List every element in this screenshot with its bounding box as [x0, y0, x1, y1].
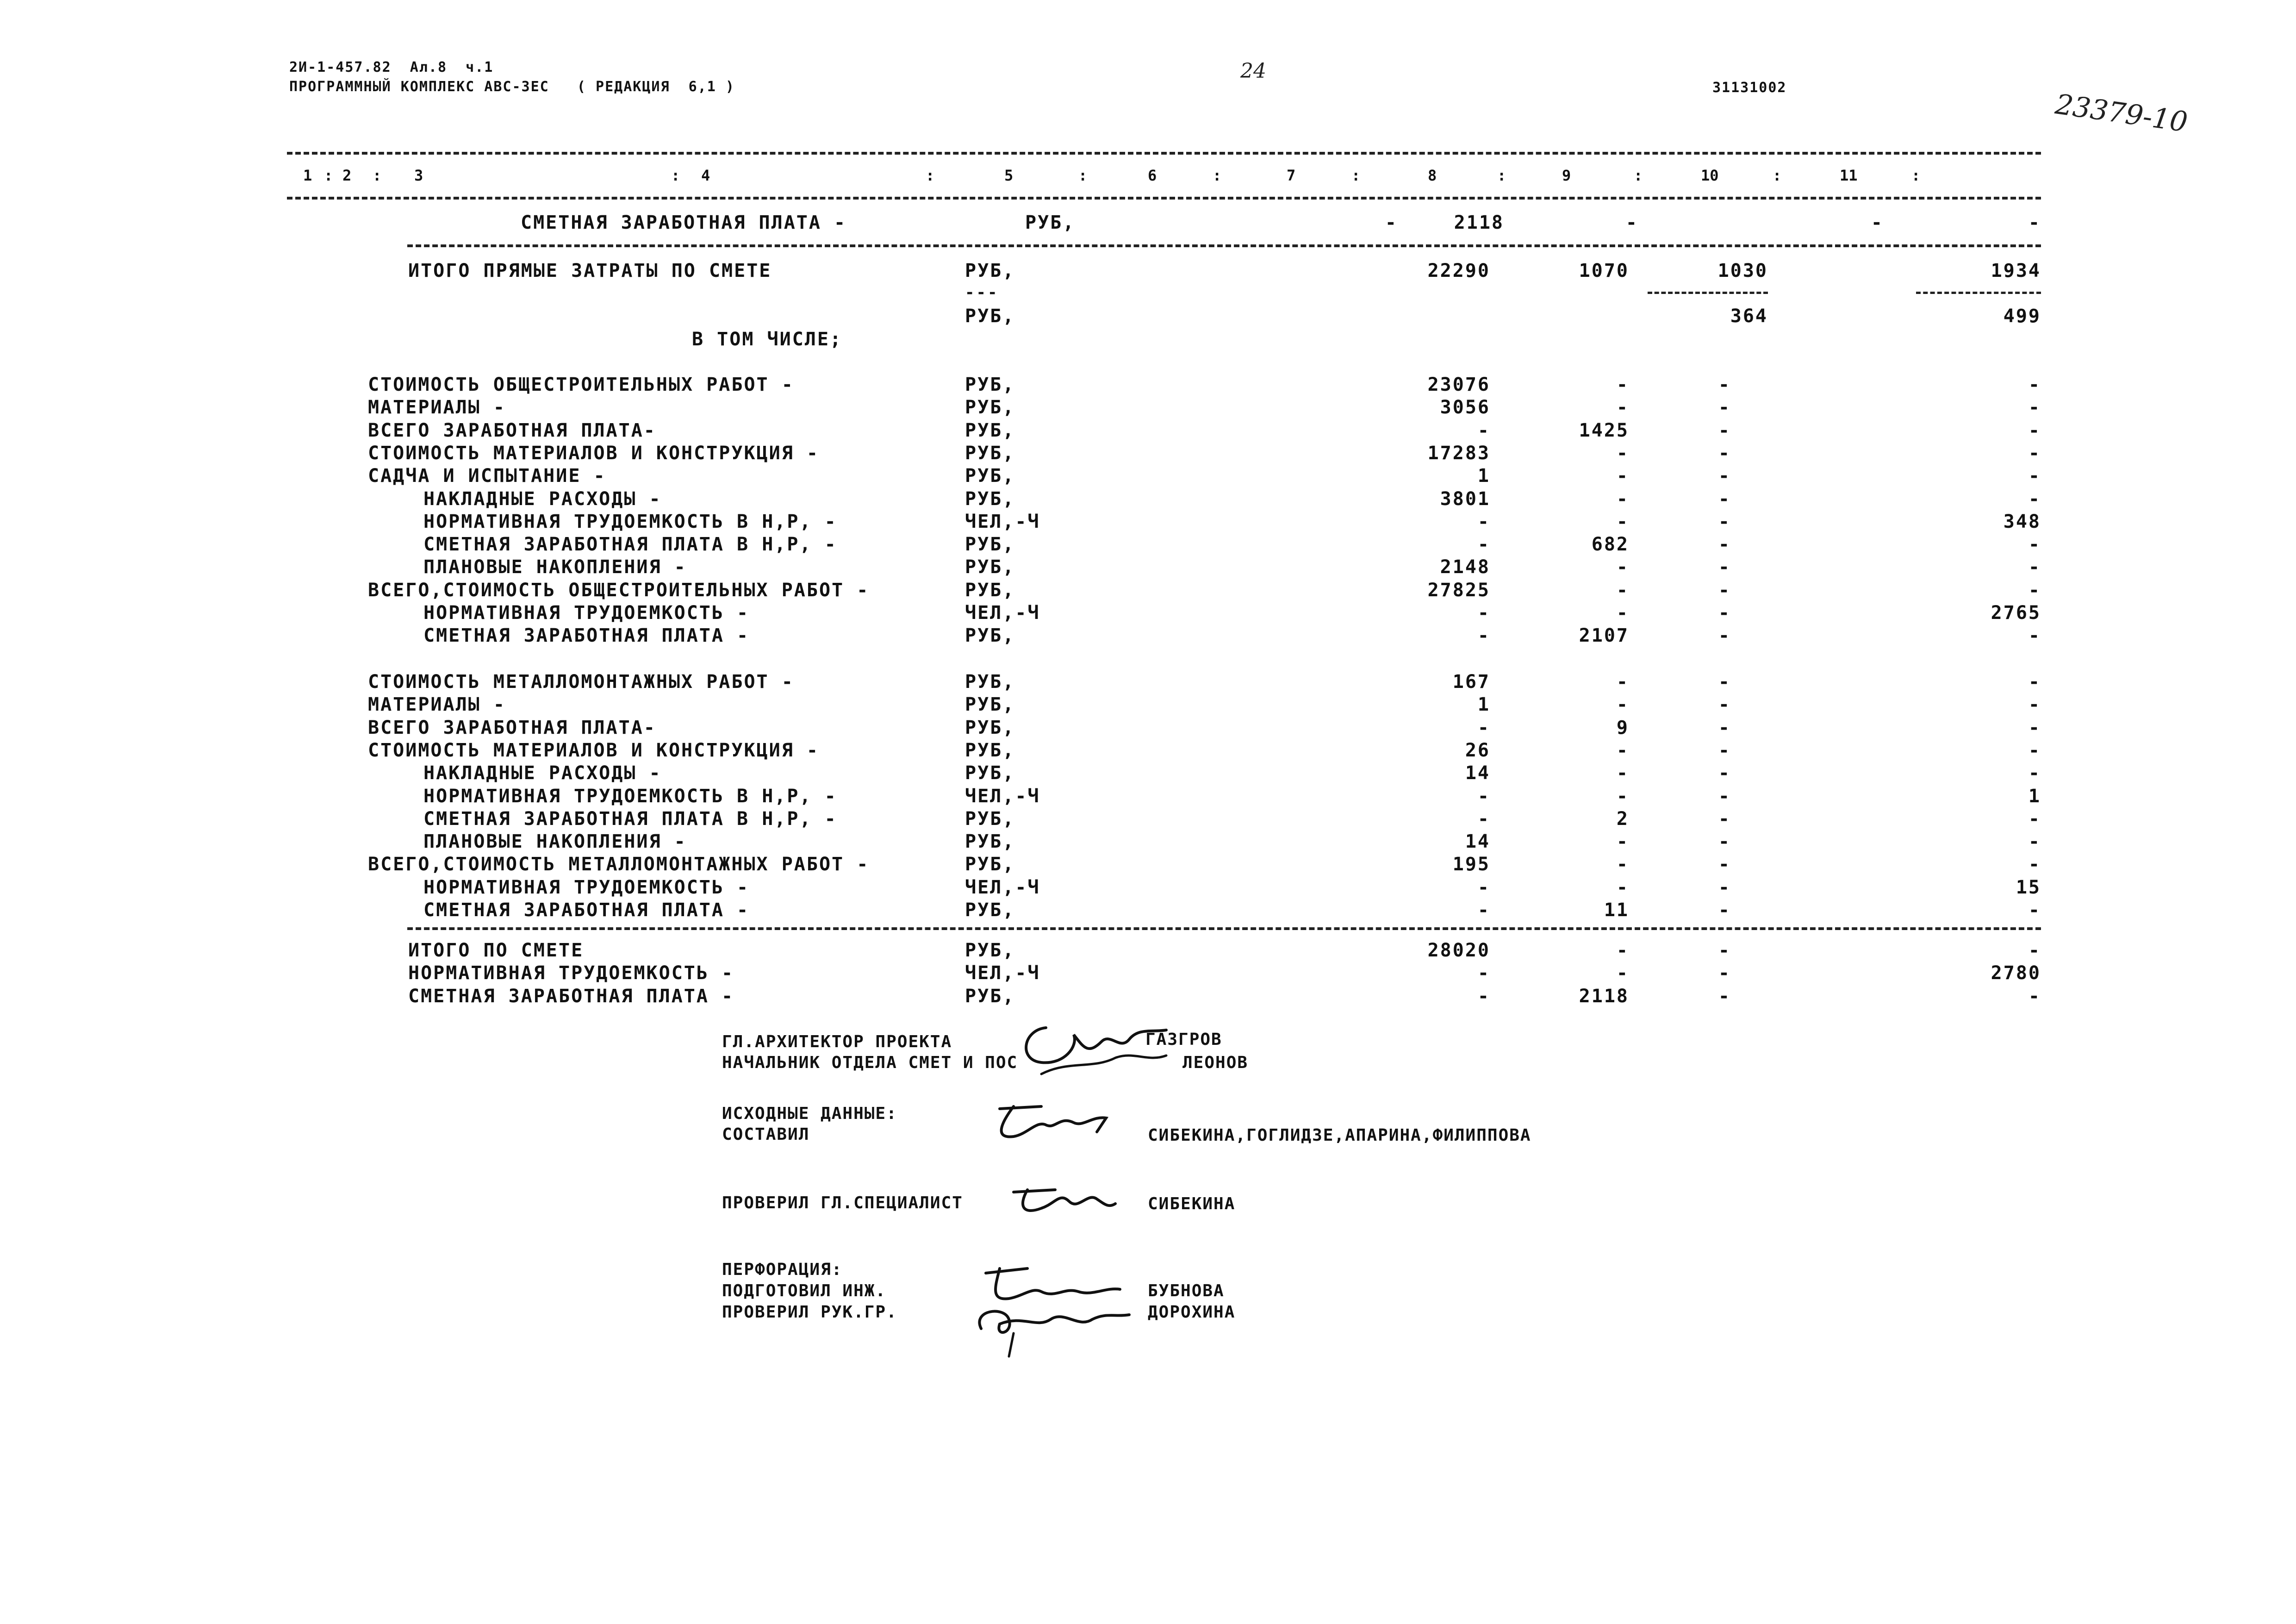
column-separator: : [324, 167, 333, 184]
column-number-4: 4 [701, 167, 710, 184]
table-row [0, 962, 2296, 985]
row-label: НОРМАТИВНАЯ ТРУДОЕМКОСТЬ - [408, 962, 734, 984]
col-7-value: 14 [1465, 762, 1490, 784]
col-11-value: - [2028, 854, 2041, 875]
col-11-value: 15 [2016, 876, 2041, 898]
col-9-value: - [1718, 985, 1731, 1007]
col-8-value: 2107 [1579, 625, 1629, 647]
column-separator: : [1911, 167, 1921, 184]
col-11-value: - [2028, 940, 2041, 961]
col-8-value: - [1616, 940, 1629, 961]
col-9-value: - [1718, 671, 1731, 693]
col-11-value: - [2028, 739, 2041, 761]
col-7-value: 26 [1465, 739, 1490, 761]
col-11-value: - [2028, 899, 2041, 921]
row-unit: ЧЕЛ,-Ч [965, 602, 1040, 624]
col-7-value: - [1477, 534, 1490, 556]
table-row [0, 940, 2296, 962]
compiled-label: СОСТАВИЛ [722, 1125, 810, 1144]
col-7-value: 3056 [1440, 397, 1490, 418]
column-number-3: 3 [414, 167, 423, 184]
row-unit: РУБ, [1025, 212, 1076, 233]
row-unit: РУБ, [965, 985, 1015, 1007]
unit-dashes: --- [965, 283, 999, 302]
table-row [0, 488, 2296, 511]
col-8-value: 1070 [1579, 260, 1629, 281]
row-label: ВСЕГО,СТОИМОСТЬ МЕТАЛЛОМОНТАЖНЫХ РАБОТ - [368, 854, 870, 875]
row-unit: РУБ, [965, 899, 1015, 921]
document-code-line: 2И-1-457.82 Ал.8 ч.1 [289, 59, 494, 75]
col-8-value: - [1625, 212, 1638, 233]
column-number-10: 10 [1701, 167, 1719, 184]
column-number-row [0, 167, 2296, 185]
col-11-subrule [1916, 292, 2041, 294]
col-7-value: 14 [1465, 831, 1490, 853]
column-separator: : [1634, 167, 1643, 184]
totals-separator [407, 927, 2041, 930]
table-row [0, 671, 2296, 693]
col-7-value: - [1477, 602, 1490, 624]
col-11-value: 2765 [1991, 602, 2041, 624]
table-row [0, 986, 2296, 1008]
col-8-value: - [1616, 739, 1629, 761]
row-unit: РУБ, [965, 831, 1015, 853]
col-9-value: - [1718, 785, 1731, 807]
prepared-name: БУБНОВА [1148, 1281, 1225, 1300]
column-number-2: 2 [342, 167, 352, 184]
row-label: НАКЛАДНЫЕ РАСХОДЫ - [423, 488, 662, 510]
row-unit: РУБ, [965, 260, 1015, 281]
row-separator [407, 244, 2041, 247]
row-unit: РУБ, [965, 465, 1015, 487]
table-top-rule [287, 152, 2041, 155]
col-11-value: 499 [2003, 306, 2041, 327]
row-unit: РУБ, [965, 419, 1015, 441]
col-9-value: - [1718, 442, 1731, 464]
row-unit: РУБ, [965, 854, 1015, 875]
row-label: НАКЛАДНЫЕ РАСХОДЫ - [423, 762, 662, 784]
row-label: ИТОГО ПО СМЕТЕ [408, 940, 584, 961]
col-7-value: 27825 [1427, 579, 1490, 601]
verified-label: ПРОВЕРИЛ РУК.ГР. [722, 1303, 897, 1322]
row-label: ВСЕГО,СТОИМОСТЬ ОБЩЕСТРОИТЕЛЬНЫХ РАБОТ - [368, 579, 870, 601]
col-7-value: 195 [1452, 854, 1490, 875]
col-11-value: - [2028, 985, 2041, 1007]
checked-name: СИБЕКИНА [1148, 1194, 1236, 1213]
col-11-value: 348 [2003, 511, 2041, 532]
row-unit: ЧЕЛ,-Ч [965, 876, 1040, 898]
table-row [0, 762, 2296, 785]
col-7-value: 17283 [1427, 442, 1490, 464]
row-label: НОРМАТИВНАЯ ТРУДОЕМКОСТЬ В Н,Р, - [423, 511, 837, 532]
col-8-value: - [1616, 671, 1629, 693]
table-row [0, 694, 2296, 716]
row-unit: РУБ, [965, 625, 1015, 647]
col-11-value: - [2028, 534, 2041, 556]
row-unit: ЧЕЛ,-Ч [965, 785, 1040, 807]
row-label: НОРМАТИВНАЯ ТРУДОЕМКОСТЬ В Н,Р, - [423, 785, 837, 807]
row-unit: РУБ, [965, 808, 1015, 830]
column-separator: : [926, 167, 935, 184]
col-11-value: - [2028, 419, 2041, 441]
table-row [0, 877, 2296, 899]
col-7-value: - [1477, 419, 1490, 441]
dept-head-name: ЛЕОНОВ [1182, 1053, 1249, 1072]
column-number-rule [287, 197, 2041, 200]
row-label: СМЕТНАЯ ЗАРАБОТНАЯ ПЛАТА - [423, 899, 750, 921]
col-8-value: - [1616, 762, 1629, 784]
col-8-value: - [1616, 511, 1629, 532]
table-row [0, 786, 2296, 808]
row-unit: РУБ, [965, 739, 1015, 761]
col-7-value: 1 [1477, 694, 1490, 716]
col-8-value: - [1616, 465, 1629, 487]
col-9-value: - [1718, 876, 1731, 898]
row-label: ВСЕГО ЗАРАБОТНАЯ ПЛАТА- [368, 717, 656, 738]
col-9-value: - [1718, 625, 1731, 647]
col-8-value: - [1616, 602, 1629, 624]
col-8-value: - [1616, 854, 1629, 875]
table-row [0, 556, 2296, 579]
row-label: СТОИМОСТЬ МАТЕРИАЛОВ И КОНСТРУКЦИЯ - [368, 739, 819, 761]
table-row [0, 602, 2296, 625]
col-8-value: - [1616, 785, 1629, 807]
col-9-value: - [1718, 717, 1731, 738]
col-7-value: - [1477, 876, 1490, 898]
col-6-value: - [1385, 212, 1398, 233]
col-9-value: - [1718, 579, 1731, 601]
col-7-value: - [1477, 785, 1490, 807]
col-7-value: 22290 [1427, 260, 1490, 281]
col-11-value: - [2028, 671, 2041, 693]
col-11-value: - [2028, 717, 2041, 738]
column-separator: : [1497, 167, 1506, 184]
row-unit: РУБ, [965, 717, 1015, 738]
col-8-value: 682 [1591, 534, 1629, 556]
column-number-7: 7 [1287, 167, 1296, 184]
table-row [0, 580, 2296, 602]
col-8-value: - [1616, 442, 1629, 464]
col-11-value: - [2028, 808, 2041, 830]
col-8-value: - [1616, 374, 1629, 395]
page-number: 24 [1240, 59, 1266, 83]
column-number-1: 1 [303, 167, 312, 184]
col-9-value: 364 [1730, 306, 1768, 327]
program-complex-line: ПРОГРАММНЫЙ КОМПЛЕКС АВС-3ЕС ( РЕДАКЦИЯ 6,1 ) [289, 79, 735, 95]
table-row [0, 854, 2296, 876]
col-11-value: 2780 [1991, 962, 2041, 984]
row-label: ПЛАНОВЫЕ НАКОПЛЕНИЯ - [423, 556, 687, 578]
row-label: СМЕТНАЯ ЗАРАБОТНАЯ ПЛАТА В Н,Р, - [423, 534, 837, 556]
col-11-value: - [2028, 556, 2041, 578]
col-11-value: - [2028, 762, 2041, 784]
col-11-value: - [2028, 625, 2041, 647]
table-row [0, 511, 2296, 533]
table-row [0, 397, 2296, 419]
row-label: СМЕТНАЯ ЗАРАБОТНАЯ ПЛАТА - [408, 985, 734, 1007]
col-9-value: - [1718, 534, 1731, 556]
column-separator: : [1351, 167, 1361, 184]
row-unit: ЧЕЛ,-Ч [965, 511, 1040, 532]
col-9-value: - [1718, 511, 1731, 532]
checked-label: ПРОВЕРИЛ ГЛ.СПЕЦИАЛИСТ [722, 1193, 963, 1212]
col-9-value: - [1718, 488, 1731, 510]
row-label: САДЧА И ИСПЫТАНИЕ - [368, 465, 606, 487]
row-label: ИТОГО ПРЯМЫЕ ЗАТРАТЫ ПО СМЕТЕ [408, 260, 772, 281]
col-11-value: - [2028, 694, 2041, 716]
source-data-label: ИСХОДНЫЕ ДАННЫЕ: [722, 1104, 897, 1123]
perforation-label: ПЕРФОРАЦИЯ: [722, 1260, 843, 1279]
prepared-label: ПОДГОТОВИЛ ИНЖ. [722, 1281, 887, 1300]
row-unit: РУБ, [965, 488, 1015, 510]
row-label: МАТЕРИАЛЫ - [368, 397, 506, 418]
col-7-value: 1 [1477, 465, 1490, 487]
col-9-value: - [1718, 808, 1731, 830]
row-label: СМЕТНАЯ ЗАРАБОТНАЯ ПЛАТА - [423, 625, 750, 647]
table-row [0, 899, 2296, 922]
col-9-value: - [1718, 419, 1731, 441]
col-11-value: - [2028, 465, 2041, 487]
table-row [0, 625, 2296, 647]
col-9-value: - [1718, 854, 1731, 875]
row-unit: РУБ, [965, 671, 1015, 693]
col-8-value: - [1616, 962, 1629, 984]
table-row [0, 374, 2296, 396]
col-8-value: - [1616, 831, 1629, 853]
col-8-value: - [1616, 876, 1629, 898]
table-row [0, 306, 2296, 328]
col-7-value: 167 [1452, 671, 1490, 693]
table-row [0, 465, 2296, 487]
col-9-value: - [1718, 831, 1731, 853]
col-11-value: - [2028, 374, 2041, 395]
col-11-value: 1 [2028, 785, 2041, 807]
col-7-value: - [1477, 717, 1490, 738]
col-9-value: - [1718, 739, 1731, 761]
col-9-value: - [1718, 556, 1731, 578]
col-11-value: - [2028, 488, 2041, 510]
col-7-value: 3801 [1440, 488, 1490, 510]
row-unit: РУБ, [965, 694, 1015, 716]
row-label: НОРМАТИВНАЯ ТРУДОЕМКОСТЬ - [423, 876, 750, 898]
row-unit: РУБ, [965, 579, 1015, 601]
row-label: СМЕТНАЯ ЗАРАБОТНАЯ ПЛАТА В Н,Р, - [423, 808, 837, 830]
row-label: ПЛАНОВЫЕ НАКОПЛЕНИЯ - [423, 831, 687, 853]
column-separator: : [1773, 167, 1782, 184]
table-row [0, 831, 2296, 853]
col-7-value: 28020 [1427, 940, 1490, 961]
col-11-value: - [2028, 831, 2041, 853]
verified-name: ДОРОХИНА [1148, 1303, 1236, 1322]
col-9-value: - [1718, 899, 1731, 921]
row-label: МАТЕРИАЛЫ - [368, 694, 506, 716]
column-separator: : [1078, 167, 1088, 184]
col-8-value: 2118 [1579, 985, 1629, 1007]
col-8-value: - [1616, 397, 1629, 418]
table-row [0, 808, 2296, 831]
table-row [0, 212, 2296, 234]
table-row [0, 534, 2296, 556]
col-11-value: - [2028, 212, 2041, 233]
col-7-value: - [1477, 625, 1490, 647]
column-number-5: 5 [1004, 167, 1014, 184]
col-9-value: 1030 [1717, 260, 1768, 281]
row-unit: РУБ, [965, 397, 1015, 418]
col-7-value: - [1477, 899, 1490, 921]
col-7-value: - [1477, 985, 1490, 1007]
row-unit: ЧЕЛ,-Ч [965, 962, 1040, 984]
dept-head-label: НАЧАЛЬНИК ОТДЕЛА СМЕТ И ПОС [722, 1053, 1018, 1072]
col-9-value: - [1718, 374, 1731, 395]
table-row [0, 260, 2296, 282]
column-number-9: 9 [1562, 167, 1571, 184]
col-8-value: - [1616, 694, 1629, 716]
chief-architect-name: ГАЗГРОВ [1145, 1030, 1222, 1049]
prepared-signature [967, 1259, 1143, 1361]
row-unit: РУБ, [965, 374, 1015, 395]
col-7-value: - [1477, 962, 1490, 984]
column-number-8: 8 [1428, 167, 1437, 184]
col-9-value: - [1718, 694, 1731, 716]
col-9-value: - [1718, 962, 1731, 984]
row-unit: РУБ, [965, 940, 1015, 961]
col-9-value: - [1718, 762, 1731, 784]
row-label: СТОИМОСТЬ МАТЕРИАЛОВ И КОНСТРУКЦИЯ - [368, 442, 819, 464]
col-7-value: 23076 [1427, 374, 1490, 395]
column-number-6: 6 [1148, 167, 1157, 184]
column-separator: : [671, 167, 680, 184]
col-8-value: - [1616, 579, 1629, 601]
col-7-value: 2118 [1454, 212, 1504, 233]
row-label: СМЕТНАЯ ЗАРАБОТНАЯ ПЛАТА - [521, 212, 847, 233]
document-id-code: 31131002 [1712, 80, 1787, 96]
row-label: НОРМАТИВНАЯ ТРУДОЕМКОСТЬ - [423, 602, 750, 624]
col-8-value: 11 [1604, 899, 1629, 921]
subtotal-caption: В ТОМ ЧИСЛЕ; [692, 329, 842, 350]
col-7-value: - [1477, 808, 1490, 830]
row-label: ВСЕГО ЗАРАБОТНАЯ ПЛАТА- [368, 419, 656, 441]
checked-signature [1004, 1178, 1125, 1224]
col-7-value: 2148 [1440, 556, 1490, 578]
col-9-value: - [1718, 397, 1731, 418]
col-8-value: 1425 [1579, 419, 1629, 441]
row-unit: РУБ, [965, 442, 1015, 464]
table-row [0, 420, 2296, 442]
col-9-subrule [1648, 292, 1768, 294]
column-separator: : [1213, 167, 1222, 184]
table-row [0, 740, 2296, 762]
col-8-value: 2 [1616, 808, 1629, 830]
col-9-value: - [1718, 940, 1731, 961]
chief-architect-label: ГЛ.АРХИТЕКТОР ПРОЕКТА [722, 1032, 952, 1051]
compiled-signature [986, 1097, 1125, 1148]
row-unit: РУБ, [965, 534, 1015, 556]
col-11-value: - [2028, 397, 2041, 418]
col-8-value: - [1616, 556, 1629, 578]
column-separator: : [373, 167, 382, 184]
row-unit: РУБ, [965, 762, 1015, 784]
col-10-value: - [1871, 212, 1884, 233]
col-8-value: 9 [1616, 717, 1629, 738]
col-11-value: - [2028, 442, 2041, 464]
row-unit: РУБ, [965, 306, 1015, 327]
compiled-names: СИБЕКИНА,ГОГЛИДЗЕ,АПАРИНА,ФИЛИППОВА [1148, 1126, 1531, 1145]
col-11-value: - [2028, 579, 2041, 601]
column-number-11: 11 [1840, 167, 1858, 184]
row-unit: РУБ, [965, 556, 1015, 578]
col-9-value: - [1718, 465, 1731, 487]
row-label: СТОИМОСТЬ МЕТАЛЛОМОНТАЖНЫХ РАБОТ - [368, 671, 794, 693]
col-9-value: - [1718, 602, 1731, 624]
col-11-value: 1934 [1991, 260, 2041, 281]
handwritten-archive-number: 23379-10 [2053, 88, 2190, 139]
col-8-value: - [1616, 488, 1629, 510]
table-row [0, 717, 2296, 739]
table-row [0, 443, 2296, 465]
row-label: СТОИМОСТЬ ОБЩЕСТРОИТЕЛЬНЫХ РАБОТ - [368, 374, 794, 395]
col-7-value: - [1477, 511, 1490, 532]
